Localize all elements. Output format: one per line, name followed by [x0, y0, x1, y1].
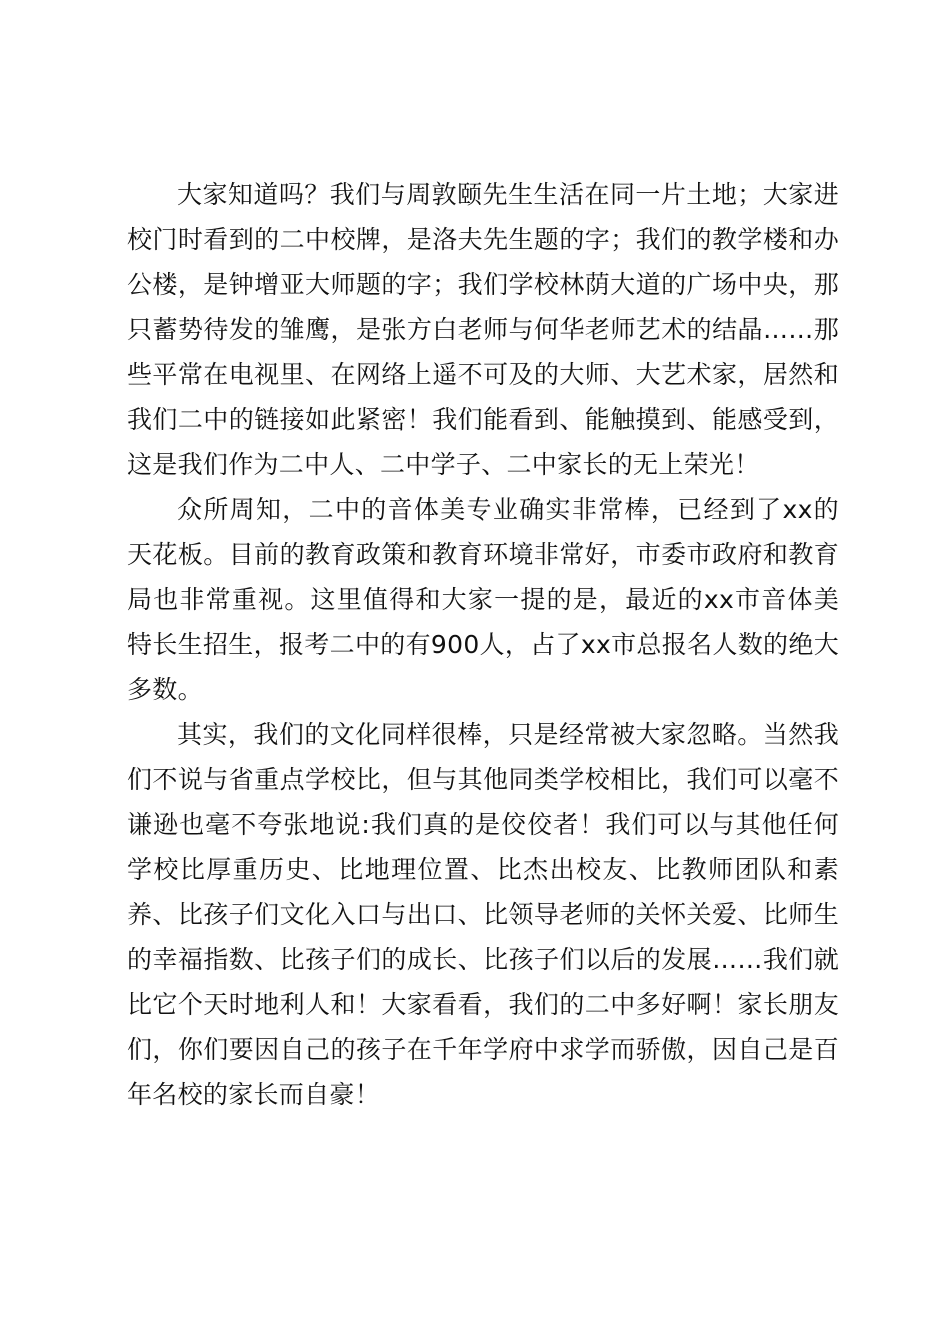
- paragraph-1: 大家知道吗？我们与周敦颐先生生活在同一片土地；大家进校门时看到的二中校牌，是洛夫先生题的字；我们的教学楼和办公楼，是钟增亚大师题的字；我们学校林荫大道的广场中央，那只蓄势待发的雏鹰，是张方白老师与何华老师艺术的结晶……那些平常在电视里、在网络上遥不可及的大师、大艺术家，居然和我们二中的链接如此紧密！我们能看到、能触摸到、能感受到，这是我们作为二中人、二中学子、二中家长的无上荣光！: [127, 180, 839, 479]
- paragraph-3: 其实，我们的文化同样很棒，只是经常被大家忽略。当然我们不说与省重点学校比，但与其他同类学校相比，我们可以毫不谦逊也毫不夸张地说:我们真的是佼佼者！我们可以与其他任何学校比厚重历史、比地理位置、比杰出校友、比教师团队和素养、比孩子们文化入口与出口、比领导老师的关怀关爱、比师生的幸福指数、比孩子们的成长、比孩子们以后的发展……我们就比它个天时地利人和！大家看看，我们的二中多好啊！家长朋友们，你们要因自己的孩子在千年学府中求学而骄傲，因自己是百年名校的家长而自豪！: [127, 720, 839, 1109]
- paragraph-2: 众所周知，二中的音体美专业确实非常棒，已经到了xx的天花板。目前的教育政策和教育环境非常好，市委市政府和教育局也非常重视。这里值得和大家一提的是，最近的xx市音体美特长生招生，报考二中的有900人，占了xx市总报名人数的绝大多数。: [127, 495, 839, 704]
- document-body: [127, 172, 839, 1117]
